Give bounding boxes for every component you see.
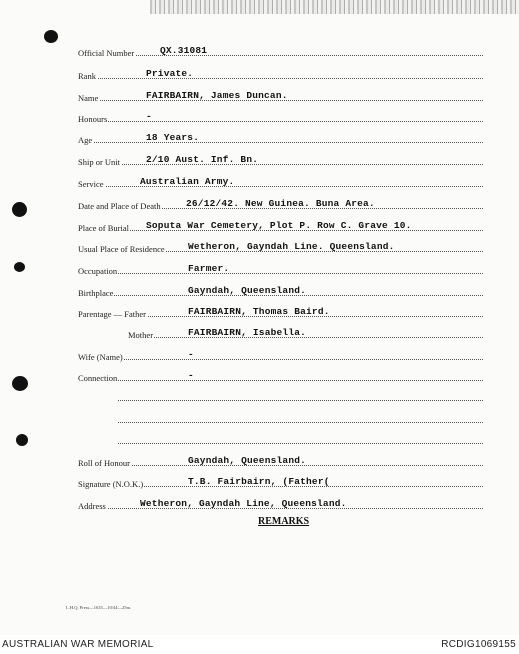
punch-hole [12,202,27,217]
printer-imprint: L.H.Q. Press—1635—10/44—25m. [66,605,132,610]
field-official-number [78,42,483,58]
field-label: Honours [78,114,108,124]
scan-top-edge [150,0,519,14]
field-label: Official Number [78,48,135,58]
field-value: 26/12/42. New Guinea. Buna Area. [186,198,375,209]
field-name [78,87,483,103]
field-usual-residence [78,238,483,254]
field-service [78,173,483,189]
field-age [78,129,483,145]
field-mother [78,324,483,340]
field-label: Wife (Name) [78,352,123,362]
field-label: Parentage — Father [78,309,146,319]
field-value: Wetheron, Gayndah Line. Queensland. [188,241,395,252]
field-value: Private. [146,68,194,79]
field-label: Rank [78,71,96,81]
field-label: Service [78,179,104,189]
field-label: Address [78,501,106,511]
field-label: Birthplace [78,288,114,298]
archive-footer [0,635,519,654]
archive-name: AUSTRALIAN WAR MEMORIAL [2,639,154,650]
field-label: Date and Place of Death [78,201,161,211]
punch-hole [12,376,28,391]
field-value: - [146,111,152,122]
field-label: Occupation [78,266,118,276]
field-label: Roll of Honour [78,458,130,468]
field-value: - [188,349,194,360]
field-label: Usual Place of Residence [78,244,165,254]
field-place-of-burial [78,217,483,233]
field-rank [78,65,483,81]
field-value: Australian Army. [140,176,235,187]
field-value: FAIRBAIRN, Thomas Baird. [188,306,330,317]
field-value: 2/10 Aust. Inf. Bn. [146,154,259,165]
field-value: FAIRBAIRN, James Duncan. [146,90,288,101]
field-value: Gayndah, Queensland. [188,285,307,296]
field-label: Age [78,135,93,145]
field-label: Signature (N.O.K.) [78,479,144,489]
field-value: T.B. Fairbairn, (Father( [188,476,330,487]
remarks-heading: REMARKS [258,516,310,527]
field-honours [78,108,483,124]
field-label: Ship or Unit [78,157,121,167]
field-label: Name [78,93,99,103]
field-ship-or-unit [78,151,483,167]
field-label: Place of Burial [78,223,129,233]
field-label: Connection [78,373,118,383]
connection-line [118,412,483,423]
field-label: Mother [128,330,154,340]
field-value: - [188,370,194,381]
field-value: Gayndah, Queensland. [188,455,307,466]
field-value: Wetheron, Gayndah Line, Queensland. [140,498,347,509]
field-value: 18 Years. [146,132,200,143]
field-address [78,495,483,511]
field-father [78,303,483,319]
field-occupation [78,260,483,276]
field-value: QX.31081 [160,45,208,56]
field-roll-of-honour [78,452,483,468]
field-signature [78,473,483,489]
field-birthplace [78,282,483,298]
punch-hole [16,434,28,446]
field-wife [78,346,483,362]
punch-hole [14,262,25,272]
field-value: Soputa War Cemetery, Plot P. Row C. Grave 10. [146,220,412,231]
field-value: Farmer. [188,263,230,274]
record-id: RCDIG1069155 [441,639,516,650]
field-value: FAIRBAIRN, Isabella. [188,327,307,338]
connection-line [118,433,483,444]
punch-hole [44,30,58,43]
connection-line [118,390,483,401]
field-date-place-death [78,195,483,211]
field-connection [78,367,483,383]
